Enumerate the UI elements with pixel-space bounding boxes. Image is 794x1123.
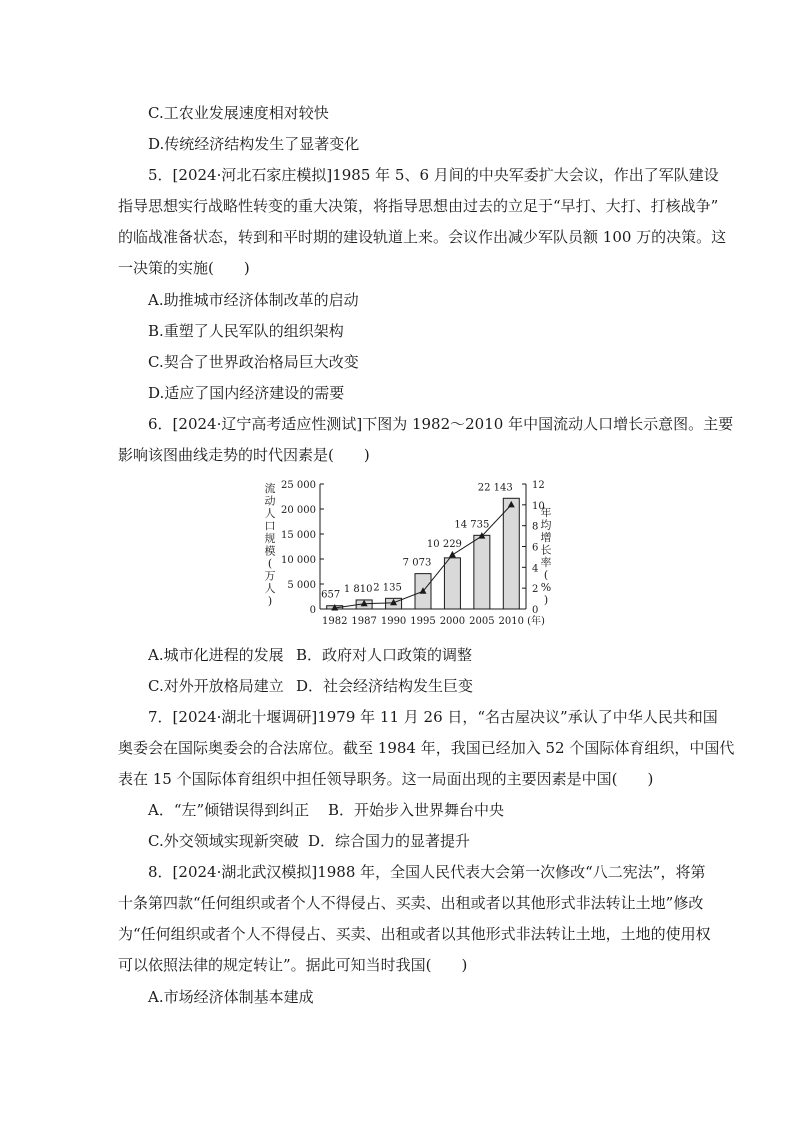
y-tick-label-right: 8 <box>532 521 539 533</box>
option-c: C.契合了世界政治格局巨大改变 <box>148 353 359 371</box>
question-text-line: 影响该图曲线走势的时代因素是( ) <box>118 446 370 464</box>
y-axis-label-left-char: 模 <box>264 544 276 558</box>
y-axis-label-right-char: 率 <box>540 556 552 569</box>
y-axis-label-left-char: 口 <box>264 519 276 533</box>
option-a: A.市场经济体制基本建成 <box>148 988 314 1006</box>
option-a: A.城市化进程的发展 <box>148 646 284 664</box>
bar-value-label: 657 <box>321 589 341 601</box>
y-axis-label-left-char: ( <box>267 557 273 570</box>
x-tick-label: 2000 <box>439 616 466 627</box>
y-tick-label-left: 0 <box>309 605 316 616</box>
option-b: B．开始步入世界舞台中央 <box>328 801 505 819</box>
options-row <box>148 800 504 820</box>
bar-value-label: 7 073 <box>402 557 432 569</box>
x-axis-unit: (年) <box>527 616 545 627</box>
y-axis-label-left-char: 动 <box>264 494 276 508</box>
y-tick-label-right: 4 <box>532 563 539 575</box>
question-text-line: 5．[2024·河北石家庄模拟]1985 年 5、6 月间的中央军委扩大会议，作出了军队建设 <box>148 166 719 184</box>
options-row <box>148 645 472 665</box>
question-text-line: 7．[2024·湖北十堰调研]1979 年 11 月 26 日，“名古屋决议”承认了中华人民共和国 <box>148 708 718 726</box>
y-axis-label-right-char: 均 <box>540 518 552 532</box>
y-tick-label-left: 25 000 <box>281 480 316 491</box>
bar <box>474 535 490 609</box>
y-tick-label-right: 6 <box>532 542 539 554</box>
y-axis-label-right-char: % <box>540 581 552 594</box>
option-c: C.外交领域实现新突破 <box>148 832 299 850</box>
bar-value-label: 1 810 <box>343 583 373 595</box>
option-c: C.对外开放格局建立 <box>148 677 284 695</box>
x-tick-label: 1990 <box>380 616 407 627</box>
migrant-population-chart <box>258 472 558 634</box>
question-text-line: 一决策的实施( ) <box>118 259 250 277</box>
question-text-line: 8．[2024·湖北武汉模拟]1988 年，全国人民代表大会第一次修改“八二宪法”，将第 <box>148 863 706 881</box>
option-d: D．社会经济结构发生巨变 <box>296 677 474 695</box>
y-tick-label-right: 10 <box>532 500 545 512</box>
y-axis-label-left-char: 规 <box>264 532 276 545</box>
x-tick-label: 2005 <box>469 616 495 627</box>
bar-value-label: 22 143 <box>477 482 513 494</box>
y-axis-label-right-char: 增 <box>540 531 552 544</box>
question-text-line: 的临战准备状态，转到和平时期的建设轨道上来。会议作出减少军队员额 100 万的决策。这 <box>118 228 727 246</box>
y-axis-label-left-char: 人 <box>264 582 276 595</box>
option-c: C.工农业发展速度相对较快 <box>148 104 329 122</box>
y-axis-label-left-char: 万 <box>264 569 276 583</box>
bar-value-label: 10 229 <box>426 538 462 550</box>
y-axis-label-left-char: 人 <box>264 507 276 520</box>
y-axis-label-right-char: 年 <box>540 506 552 519</box>
x-tick-label: 1995 <box>410 616 436 627</box>
bar-value-label: 2 135 <box>373 582 402 594</box>
question-text-line: 为“任何组织或者个人不得侵占、买卖、出租或者以其他形式非法转让土地，土地的使用权 <box>118 925 711 943</box>
y-tick-label-left: 20 000 <box>281 505 316 516</box>
y-tick-label-right: 2 <box>532 584 539 596</box>
option-d: D．综合国力的显著提升 <box>308 832 471 850</box>
x-tick-label: 1987 <box>351 616 377 627</box>
y-tick-label-right: 12 <box>532 480 545 491</box>
option-b: B．政府对人口政策的调整 <box>296 646 473 664</box>
bar <box>503 498 519 609</box>
question-text-line: 奥委会在国际奥委会的合法席位。截至 1984 年，我国已经加入 52 个国际体育组织，中国代 <box>118 739 735 757</box>
option-a: A．“左”倾错误得到纠正 <box>148 801 310 819</box>
y-axis-label-right-char: ( <box>543 568 549 582</box>
question-text-line: 十条第四款“任何组织或者个人不得侵占、买卖、出租或者以其他形式非法转让土地”修改 <box>118 894 704 912</box>
y-tick-label-left: 10 000 <box>281 555 316 566</box>
option-b: B.重塑了人民军队的组织架构 <box>148 322 344 340</box>
options-row <box>148 676 473 696</box>
x-tick-label: 2010 <box>498 616 525 627</box>
y-tick-label-left: 5 000 <box>287 580 316 591</box>
question-text-line: 可以依照法律的规定转让”。据此可知当时我国( ) <box>118 956 468 974</box>
question-text-line: 指导思想实行战略性转变的重大决策，将指导思想由过去的立足于“早打、大打、打核战争” <box>118 197 719 215</box>
y-axis-label-left-char: 流 <box>264 482 276 495</box>
y-axis-label-left-char: ) <box>267 594 273 608</box>
question-text-line: 表在 15 个国际体育组织中担任领导职务。这一局面出现的主要因素是中国( ) <box>118 770 654 788</box>
option-d: D.传统经济结构发生了显著变化 <box>148 135 360 153</box>
bar-value-label: 14 735 <box>454 519 490 531</box>
options-row <box>148 831 470 851</box>
y-axis-label-right-char: ) <box>543 593 549 607</box>
y-axis-label-right-char: 长 <box>540 543 552 557</box>
x-tick-label: 1982 <box>321 616 348 627</box>
growth-rate-point <box>449 551 456 558</box>
option-d: D.适应了国内经济建设的需要 <box>148 384 345 402</box>
y-tick-label-left: 15 000 <box>281 530 316 541</box>
y-tick-label-right: 0 <box>532 605 539 616</box>
bar <box>444 558 460 609</box>
option-a: A.助推城市经济体制改革的启动 <box>148 291 359 309</box>
question-text-line: 6．[2024·辽宁高考适应性测试]下图为 1982～2010 年中国流动人口增长示意图。主要 <box>148 415 734 433</box>
